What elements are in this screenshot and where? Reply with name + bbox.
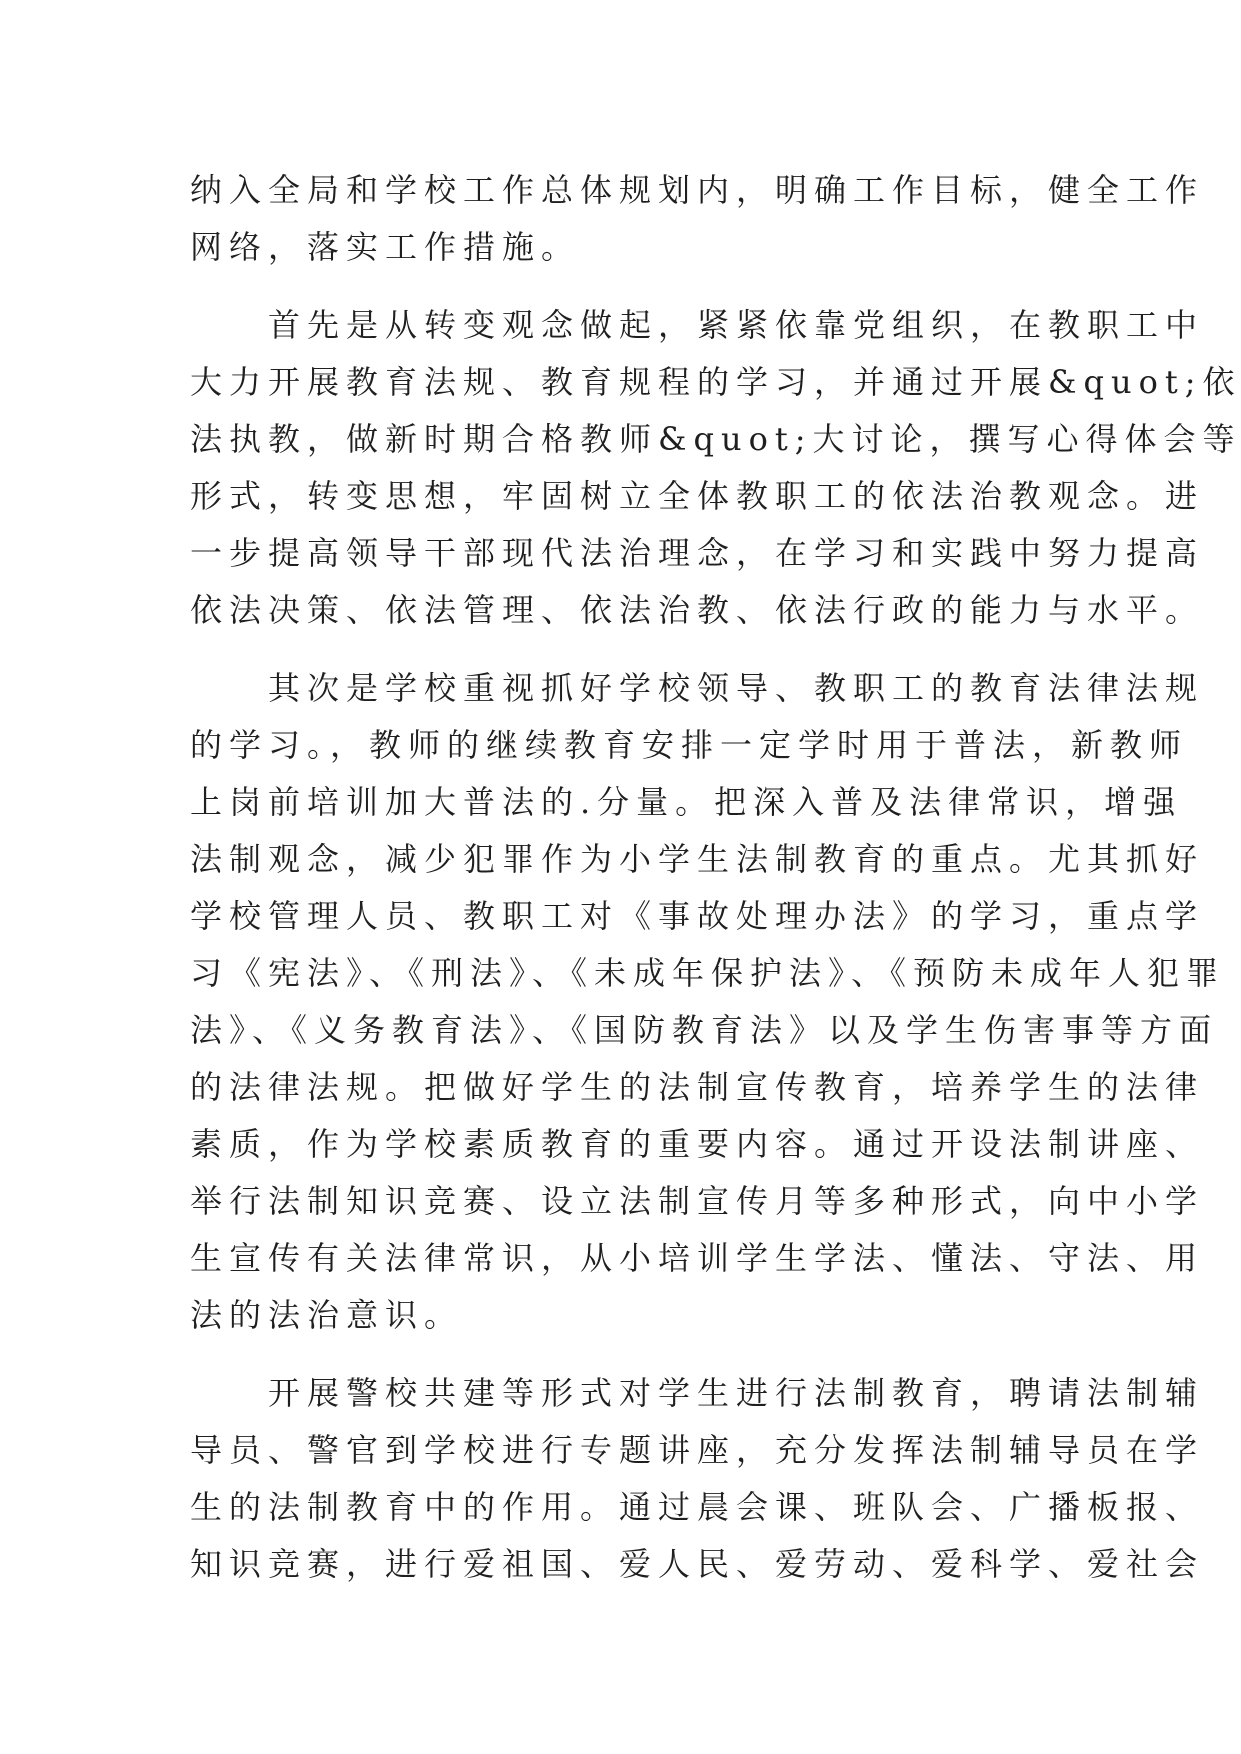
text-line: 法制观念，减少犯罪作为小学生法制教育的重点。尤其抓好 [190,840,1205,878]
text-line: 举行法制知识竞赛、设立法制宣传月等多种形式，向中小学 [190,1182,1205,1220]
text-line: 学校管理人员、教职工对《事故处理办法》的学习，重点学 [190,897,1205,935]
text-line: 的法律法规。把做好学生的法制宣传教育，培养学生的法律 [190,1068,1205,1106]
text-line: 网络，落实工作措施。 [190,228,581,266]
text-line: 一步提高领导干部现代法治理念，在学习和实践中努力提高 [190,534,1205,572]
text-line: 习《宪法》、《刑法》、《未成年保护法》、《预防未成年人犯罪 [190,954,1226,992]
text-line: 的学习。，教师的继续教育安排一定学时用于普法，新教师 [190,726,1189,764]
text-line: 首先是从转变观念做起，紧紧依靠党组织，在教职工中 [190,306,1205,344]
paragraph-3 [190,660,1226,1344]
text-line: 素质，作为学校素质教育的重要内容。通过开设法制讲座、 [190,1125,1205,1163]
text-line: 大力开展教育法规、教育规程的学习，并通过开展&quot;依 [190,363,1241,401]
paragraph-1 [190,162,1205,276]
paragraph-2 [190,297,1241,639]
text-line: 形式，转变思想，牢固树立全体教职工的依法治教观念。进 [190,477,1205,515]
text-line: 生的法制教育中的作用。通过晨会课、班队会、广播板报、 [190,1488,1205,1526]
paragraph-4 [190,1365,1205,1593]
text-line: 导员、警官到学校进行专题讲座，充分发挥法制辅导员在学 [190,1431,1205,1469]
text-line: 法执教，做新时期合格教师&quot;大讨论，撰写心得体会等 [190,420,1241,458]
text-line: 生宣传有关法律常识，从小培训学生学法、懂法、守法、用 [190,1239,1205,1277]
text-line: 知识竞赛，进行爱祖国、爱人民、爱劳动、爱科学、爱社会 [190,1545,1205,1583]
text-line: 法的法治意识。 [190,1296,464,1334]
text-line: 上岗前培训加大普法的.分量。把深入普及法律常识，增强 [190,783,1183,821]
text-line: 纳入全局和学校工作总体规划内，明确工作目标，健全工作 [190,171,1205,209]
document-body [190,162,1241,1593]
text-line: 开展警校共建等形式对学生进行法制教育，聘请法制辅 [190,1374,1205,1412]
text-line: 其次是学校重视抓好学校领导、教职工的教育法律法规 [190,669,1205,707]
text-line: 依法决策、依法管理、依法治教、依法行政的能力与水平。 [190,591,1205,629]
text-line: 法》、《义务教育法》、《国防教育法》以及学生伤害事等方面 [190,1011,1219,1049]
